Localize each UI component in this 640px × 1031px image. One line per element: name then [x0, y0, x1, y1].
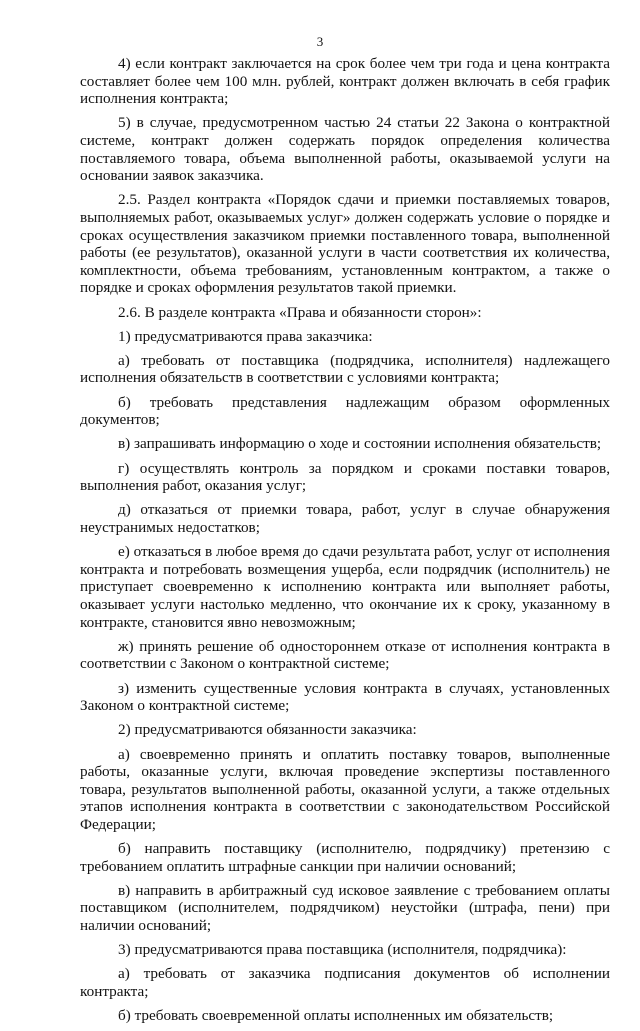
paragraph: 3) предусматриваются права поставщика (исполнителя, подрядчика):	[118, 941, 567, 959]
paragraph: в) запрашивать информацию о ходе и состоянии исполнения обязательств;	[118, 435, 602, 453]
paragraph: 2.6. В разделе контракта «Права и обязанности сторон»:	[118, 303, 482, 321]
paragraph: е) отказаться в любое время до сдачи результата работ, услуг от исполнения контракта и потребовать возмещения ущерба, если подрядчик (исполнитель) не приступает своевременно к исполнению контракта или выполняет работы, оказывает услуги настолько медленно, что окончание их к сроку, указанному в контракте, становится явно невозможным;	[80, 543, 610, 631]
paragraph: б) направить поставщику (исполнителю, подрядчику) претензию с требованием оплатить штрафные санкции при наличии оснований;	[80, 840, 610, 875]
paragraph: г) осуществлять контроль за порядком и сроками поставки товаров, выполнения работ, оказания услуг;	[80, 459, 610, 495]
paragraph: а) требовать от заказчика подписания документов об исполнении контракта;	[80, 965, 610, 1000]
paragraph: 5) в случае, предусмотренном частью 24 статьи 22 Закона о контрактной системе, контракт должен содержать порядок определения количества поставляемого товара, объема выполненной работы, оказываемой услуги на основании заявок заказчика.	[80, 114, 610, 185]
paragraph: 2) предусматриваются обязанности заказчика:	[118, 721, 417, 739]
paragraph: 1) предусматриваются права заказчика:	[118, 327, 373, 345]
paragraph: а) требовать от поставщика (подрядчика, исполнителя) надлежащего исполнения обязательств в соответствии с условиями контракта;	[80, 351, 610, 387]
paragraph: в) направить в арбитражный суд исковое заявление с требованием оплаты поставщиком (исполнителем, подрядчиком) неустойки (штрафа, пени) при наличии оснований;	[80, 881, 610, 935]
paragraph: б) требовать своевременной оплаты исполненных им обязательств;	[118, 1007, 554, 1025]
paragraph: а) своевременно принять и оплатить поставку товаров, выполненные работы, оказанные услуги, включая проведение экспертизы поставленного товара, результатов выполненной работы, оказанной услуги, а также отдельных этапов исполнения контракта в соответствии с законодательством Российской Федерации;	[80, 745, 610, 833]
paragraph: ж) принять решение об одностороннем отказе от исполнения контракта в соответствии с Законом о контрактной системе;	[80, 637, 610, 673]
paragraph: 2.5. Раздел контракта «Порядок сдачи и приемки поставляемых товаров, выполняемых работ, оказываемых услуг» должен содержать условие о порядке и сроках осуществления заказчиком приемки поставленного товара, выполненной работы (ее результатов), оказанной услуги в части соответствия их количества, комплектности, объема требованиям, установленным контрактом, а также о порядке и сроках оформления результатов такой приемки.	[80, 191, 610, 297]
paragraph: д) отказаться от приемки товара, работ, услуг в случае обнаружения неустранимых недостатков;	[80, 501, 610, 536]
document-body	[80, 55, 610, 1031]
page-number: 3	[316, 34, 324, 49]
paragraph: б) требовать представления надлежащим образом оформленных документов;	[80, 393, 610, 429]
paragraph: 4) если контракт заключается на срок более чем три года и цена контракта составляет более чем 100 млн. рублей, контракт должен включать в себя график исполнения контракта;	[80, 55, 610, 108]
paragraph: з) изменить существенные условия контракта в случаях, установленных Законом о контрактной системе;	[80, 679, 610, 715]
